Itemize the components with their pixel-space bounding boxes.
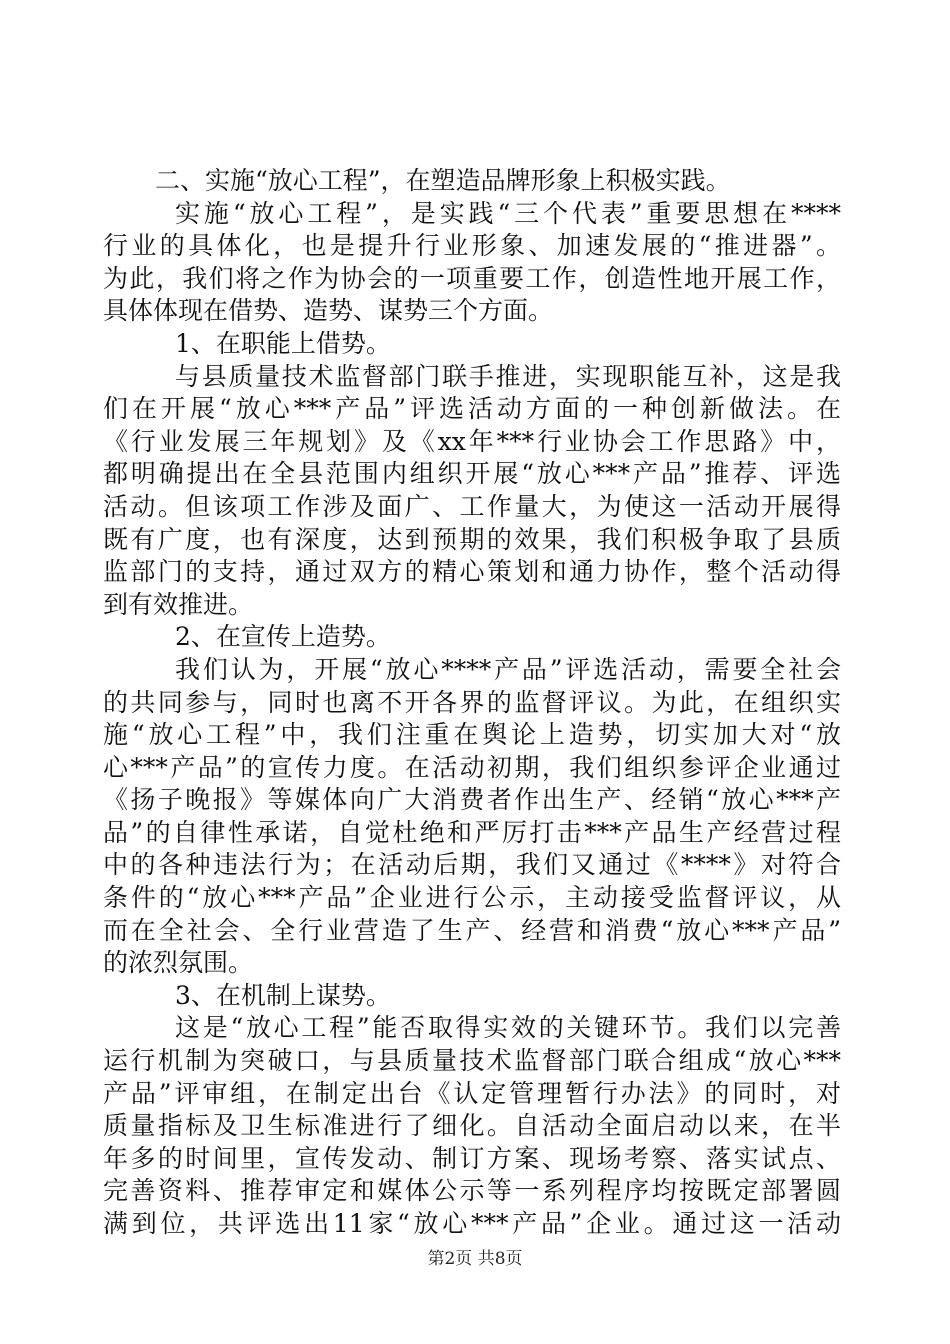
text-line: 的浓烈氛围。 <box>103 948 254 978</box>
text-line: 施“放心工程”中，我们注重在舆论上造势，切实加大对“放 <box>103 720 841 750</box>
text-line: 监部门的支持，通过双方的精心策划和通力协作，整个活动得 <box>103 557 841 587</box>
text-line: 满到位，共评选出11家“放心***产品”企业。通过这一活动 <box>103 1209 841 1238</box>
text-line: 心***产品”的宣传力度。在活动初期，我们组织参评企业通过 <box>103 752 841 782</box>
text-line: 具体体现在借势、造势、谋势三个方面。 <box>103 296 554 326</box>
text-line: 到有效推进。 <box>103 589 254 619</box>
text-line: 的共同参与，同时也离不开各界的监督评议。为此，在组织实 <box>103 687 841 717</box>
text-line: 都明确提出在全县范围内组织开展“放心***产品”推荐、评选 <box>103 459 841 489</box>
page-footer: 第2页 共8页 <box>427 1249 523 1269</box>
text-line: 二、实施“放心工程”，在塑造品牌形象上积极实践。 <box>155 166 731 195</box>
text-line: 1、在职能上借势。 <box>175 328 391 358</box>
text-line: 产品”评审组，在制定出台《认定管理暂行办法》的同时，对 <box>103 1078 841 1108</box>
text-line: 2、在宣传上造势。 <box>175 622 391 652</box>
text-line: 们在开展“放心***产品”评选活动方面的一种创新做法。在 <box>103 394 841 424</box>
text-line: 而在全社会、全行业营造了生产、经营和消费“放心***产品” <box>103 915 841 945</box>
text-line: 中的各种违法行为；在活动后期，我们又通过《****》对符合 <box>103 850 841 880</box>
text-line: 完善资料、推荐审定和媒体公示等一系列程序均按既定部署圆 <box>103 1176 841 1206</box>
text-line: 质量指标及卫生标准进行了细化。自活动全面启动以来，在半 <box>103 1111 841 1141</box>
text-line: 《行业发展三年规划》及《xx年***行业协会工作思路》中， <box>103 426 841 456</box>
text-line: 品”的自律性承诺，自觉杜绝和严厉打击***产品生产经营过程 <box>103 817 841 847</box>
text-line: 与县质量技术监督部门联手推进，实现职能互补，这是我 <box>175 361 841 391</box>
text-line: 行业的具体化，也是提升行业形象、加速发展的“推进器”。 <box>103 231 841 261</box>
document-body <box>103 165 841 1241</box>
text-line: 条件的“放心***产品”企业进行公示，主动接受监督评议，从 <box>103 883 841 913</box>
text-line: 为此，我们将之作为协会的一项重要工作，创造性地开展工作， <box>103 263 841 293</box>
text-line: 我们认为，开展“放心****产品”评选活动，需要全社会 <box>175 654 841 684</box>
text-line: 运行机制为突破口，与县质量技术监督部门联合组成“放心*** <box>103 1046 841 1076</box>
text-line: 3、在机制上谋势。 <box>175 980 391 1010</box>
text-line: 既有广度，也有深度，达到预期的效果，我们积极争取了县质 <box>103 524 841 554</box>
text-line: 《扬子晚报》等媒体向广大消费者作出生产、经销“放心***产 <box>103 785 841 815</box>
text-line: 实施“放心工程”，是实践“三个代表”重要思想在**** <box>175 198 841 228</box>
text-line: 活动。但该项工作涉及面广、工作量大，为使这一活动开展得 <box>103 491 841 521</box>
text-line: 年多的时间里，宣传发动、制订方案、现场考察、落实试点、 <box>103 1143 841 1173</box>
text-line: 这是“放心工程”能否取得实效的关键环节。我们以完善 <box>175 1013 841 1043</box>
